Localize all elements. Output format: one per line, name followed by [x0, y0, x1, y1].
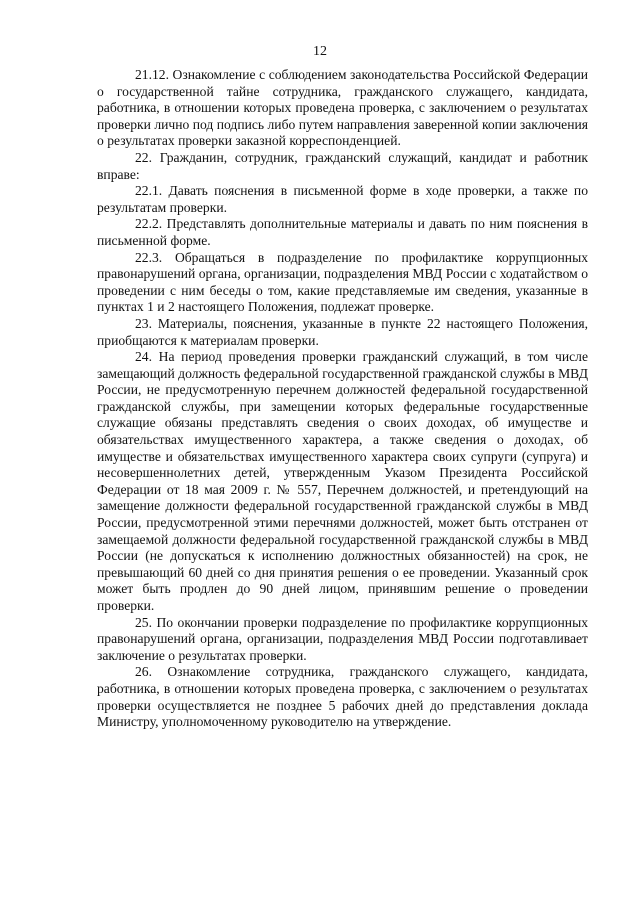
- paragraph-24: 24. На период проведения проверки гражданский служащий, в том числе замещающий должность федеральной государственной гражданской службы в МВД России, не предусмотренную перечнем должностей федеральной государственной гражданской службы, при замещении которых федеральные государственные служащие обязаны представлять сведения о своих доходах, об имуществе и обязательствах имущественного характера, а также сведения о доходах, об имуществе и обязательствах имущественного характера своих супруги (супруга) и несовершеннолетних детей, утвержденным Указом Президента Российской Федерации от 18 мая 2009 г. № 557, Перечнем должностей, и претендующий на замещение должности федеральной государственной гражданской службы в МВД России, предусмотренной этими перечнями должностей, может быть отстранен от замещаемой должности федеральной государственной гражданской службы в МВД России (не допускаться к исполнению должностных обязанностей) на срок, не превышающий 60 дней со дня принятия решения о ее проведении. Указанный срок может быть продлен до 90 дней лицом, принявшим решение о проведении проверки.: [97, 349, 588, 613]
- paragraph-21-12: 21.12. Ознакомление с соблюдением законодательства Российской Федерации о государственной тайне сотрудника, гражданского служащего, кандидата, работника, в отношении которых проведена проверка, с заключением о результатах проверки лично под подпись либо путем направления заверенной копии заключения о результатах проверки заказной корреспонденцией.: [97, 67, 588, 149]
- paragraph-22-2: 22.2. Представлять дополнительные материалы и давать по ним пояснения в письменной форме.: [97, 216, 588, 248]
- paragraph-22-1: 22.1. Давать пояснения в письменной форме в ходе проверки, а также по результатам проверки.: [97, 183, 588, 215]
- paragraph-26: 26. Ознакомление сотрудника, гражданского служащего, кандидата, работника, в отношении которых проведена проверка, с заключением о результатах проверки осуществляется не позднее 5 рабочих дней до представления доклада Министру, уполномоченному руководителю на утверждение.: [97, 664, 588, 730]
- page-number: 12: [313, 44, 327, 59]
- paragraph-23: 23. Материалы, пояснения, указанные в пункте 22 настоящего Положения, приобщаются к материалам проверки.: [97, 315, 588, 348]
- document-body: [97, 67, 588, 731]
- paragraph-25: 25. По окончании проверки подразделение по профилактике коррупционных правонарушений органа, организации, подразделения МВД России подготавливает заключение о результатах проверки.: [97, 614, 588, 663]
- paragraph-22: 22. Гражданин, сотрудник, гражданский служащий, кандидат и работник вправе:: [97, 149, 588, 182]
- paragraph-22-3: 22.3. Обращаться в подразделение по профилактике коррупционных правонарушений органа, организации, подразделения МВД России с ходатайством о проведении с ним беседы о том, какие представляемые им сведения, указанные в пунктах 1 и 2 настоящего Положения, подлежат проверке.: [97, 249, 588, 315]
